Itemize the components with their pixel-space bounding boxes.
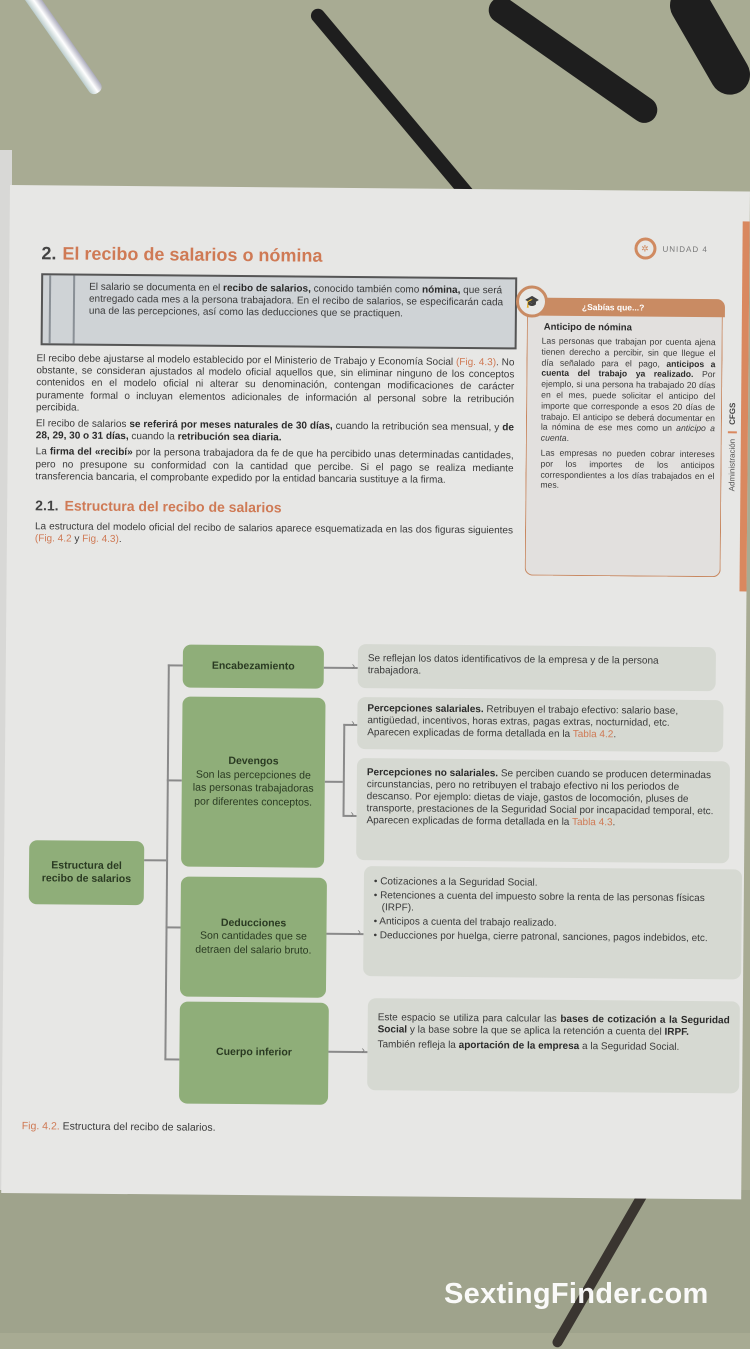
connector-line — [168, 664, 183, 666]
text: cuando la retribución sea mensual, y — [332, 420, 503, 434]
box-title: Encabezamiento — [211, 659, 295, 673]
subsection-title: Estructura del recibo de salarios — [64, 497, 282, 516]
bold-text: bases de cotización a la Seguridad Social — [377, 1013, 730, 1036]
italic-text: anticipo a cuenta — [540, 423, 715, 444]
caption-label: Fig. 4.2. — [21, 1120, 60, 1133]
gear-icon: ✲ — [634, 237, 656, 259]
text: y — [71, 533, 83, 545]
bracket-line — [343, 724, 345, 816]
connector-line — [167, 779, 182, 781]
cable — [663, 0, 750, 102]
bold-text: recibo de salarios, — [223, 282, 311, 295]
intro-box — [41, 273, 518, 349]
sidebar-text — [540, 336, 715, 493]
desc-text: Se reflejan los datos identificativos de la empresa y de la persona trabajadora. — [367, 653, 659, 677]
body-column — [35, 353, 515, 554]
connector-line — [166, 926, 181, 928]
arrow-icon: › — [351, 661, 356, 673]
subsection-number: 2.1. — [35, 497, 59, 514]
text: . No obstante, se consideran ajustados al modelo oficial aquellos que, sin eliminar ninguno de los conceptos contenidos en el modelo oficial ni alterar su denominación, contengan modificaciones de carácter puramente formal o incluyan elementos adicionales de información al personal sobre la retribución percibida. — [36, 357, 515, 414]
unit-label: UNIDAD 4 — [662, 244, 708, 254]
decorative-bars — [49, 275, 76, 343]
root-box — [29, 840, 145, 905]
text: . — [613, 729, 617, 741]
text: y la base sobre la que se aplica la retención a cuenta del — [407, 1024, 665, 1038]
text: La estructura del modelo oficial del recibo de salarios aparece esquematizada en las dos figuras siguientes — [34, 521, 514, 537]
text: Las personas que trabajan por cuenta ajena tienen derecho a percibir, sin que llegue el día señalado para el pago, — [541, 335, 716, 369]
deducciones-desc — [363, 866, 742, 979]
arrow-icon: › — [361, 1045, 365, 1057]
cable — [308, 6, 486, 214]
list-item: • Retenciones a cuenta del impuesto sobre la renta de las personas físicas (IRPF). — [373, 890, 705, 914]
graduation-cap-icon: 🎓 — [516, 285, 548, 317]
arrow-icon: › — [351, 717, 355, 730]
box-title: Cuerpo inferior — [215, 1046, 292, 1059]
deducciones-box — [180, 877, 327, 998]
level-label: CFGS — [728, 403, 737, 433]
bold-text: IRPF. — [664, 1026, 689, 1038]
cuerpo-inferior-box — [179, 1002, 329, 1105]
text: El recibo de salarios — [35, 418, 130, 431]
text: La — [35, 446, 50, 458]
text: Retribuyen el trabajo efectivo: salario base, antigüedad, incentivos, horas extras, pagas extras, nocturnidad, etc. Aparecen explicadas de forma detallada en la — [367, 704, 679, 740]
box-desc: Son cantidades que se detraen del salario bruto. — [195, 929, 312, 957]
list-item: • Cotizaciones a la Seguridad Social. — [373, 876, 538, 889]
bold-text: anticipos a cuenta del trabajo ya realizado. — [541, 358, 716, 380]
table-ref[interactable]: Tabla 4.3 — [571, 816, 613, 829]
bold-text: Percepciones no salariales. — [366, 767, 499, 780]
list-item: • Deducciones por huelga, cierre patronal, sanciones, pagos indebidos, etc. — [373, 930, 708, 945]
caption-text: Estructura del recibo de salarios. — [62, 1120, 216, 1134]
bold-text: retribución sea diaria. — [177, 431, 282, 444]
subject-label: Administración — [727, 438, 737, 492]
figure-caption — [22, 1120, 216, 1134]
text: . — [566, 433, 570, 444]
bold-text: Percepciones salariales. — [367, 703, 484, 716]
figure-ref[interactable]: Fig. 4.3) — [82, 533, 119, 546]
side-tab-label — [726, 403, 738, 492]
unit-header — [634, 237, 708, 260]
arrow-line — [325, 781, 343, 783]
figure-ref[interactable]: (Fig. 4.2 — [34, 533, 72, 545]
section-number: 2. — [41, 243, 57, 264]
text: . — [118, 534, 122, 546]
arrow-icon: › — [357, 927, 361, 939]
section-heading — [41, 243, 322, 266]
text: Por ejemplo, si una persona ha trabajado 20 días en el mes, puede solicitar el anticipo del importe que corresponde a esos 20 días de trabajo. El anticipo se deberá documentar en la nómina de ese mes como un — [540, 369, 716, 434]
sidebar-paragraph-2: Las empresas no pueden cobrar intereses por los importes de los anticipos correspondientes a los días trabajados en el mes. — [540, 447, 715, 491]
bold-text: aportación de la empresa — [458, 1039, 580, 1053]
paragraph-4 — [35, 521, 513, 550]
did-you-know-box — [524, 294, 723, 578]
percepciones-salariales-desc — [357, 697, 723, 752]
percepciones-no-salariales-desc — [356, 758, 730, 863]
subsection-heading — [35, 497, 513, 517]
figure-ref[interactable]: (Fig. 4.3) — [455, 356, 497, 369]
box-title: Deducciones — [220, 916, 287, 930]
watermark: SextingFinder.com — [444, 1278, 709, 1310]
text: También refleja la — [377, 1039, 459, 1051]
paragraph-2 — [36, 418, 514, 447]
box-title: Devengos — [228, 754, 279, 768]
text: que será entregado cada mes a la persona trabajadora. En el recibo de salarios, se especificarán cada una de las percepciones, así como las deducciones que se practiquen. — [88, 284, 504, 320]
bold-text: se referirá por meses naturales de 30 días, — [129, 419, 333, 432]
connector-line — [164, 664, 169, 1059]
text: conocido también como — [310, 283, 423, 296]
paragraph-1 — [36, 353, 515, 418]
connector-line — [144, 859, 166, 861]
table-ref[interactable]: Tabla 4.2 — [572, 728, 614, 741]
desc-paragraph — [378, 1012, 730, 1039]
text: a la Seguridad Social. — [579, 1041, 680, 1053]
bold-text: nómina, — [422, 284, 461, 296]
text: El salario se documenta en el — [89, 281, 224, 294]
connector-line — [164, 1058, 179, 1060]
paragraph-3 — [35, 447, 513, 488]
text: por la persona trabajadora da fe de que ha percibido unas determinadas cantidades, pero no presupone su conformidad con la cantidad que percibe. Si el pago se realiza mediante transferencia bancaria, el comprobante expedido por la entidad bancaria sustituye a la firma. — [35, 447, 514, 486]
chapter-tab — [739, 221, 749, 591]
list-item: • Anticipos a cuenta del trabajo realizado. — [373, 916, 557, 929]
sidebar-header: ¿Sabías que...? — [526, 298, 725, 318]
cuerpo-inferior-desc — [367, 998, 740, 1093]
textbook-page — [1, 185, 750, 1199]
encabezamiento-desc — [358, 644, 716, 691]
bold-text: de 28, 29, 30 o 31 días, — [35, 422, 514, 443]
text: cuando la — [128, 431, 178, 443]
sidebar-title: Anticipo de nómina — [543, 321, 632, 334]
pen — [18, 0, 104, 96]
desc-paragraph — [377, 1039, 729, 1054]
arrow-icon: › — [350, 808, 354, 821]
section-title: El recibo de salarios o nómina — [62, 243, 323, 266]
text: Este espacio se utiliza para calcular las — [377, 1012, 561, 1025]
text: Se perciben cuando se producen determinadas circunstancias, pero no retribuyen el trabajo efectivo ni los periodos de descanso. Por ejemplo: dietas de viaje, gastos de locomoción, pluses de transporte, prestaciones de la Seguridad Social por incapacidad temporal, etc. Aparecen explicadas de forma detallada en la — [366, 768, 714, 828]
encabezamiento-box — [183, 645, 324, 689]
text: . — [612, 817, 616, 829]
text: El recibo debe ajustarse al modelo establecido por el Ministerio de Trabajo y Economía Social — [36, 353, 457, 368]
box-desc: Son las percepciones de las personas trabajadoras por diferentes conceptos. — [192, 768, 314, 809]
bold-text: firma del «recibí» — [49, 446, 133, 459]
root-label: Estructura del recibo de salarios — [41, 858, 132, 886]
cable — [484, 0, 663, 128]
devengos-box — [181, 697, 325, 868]
